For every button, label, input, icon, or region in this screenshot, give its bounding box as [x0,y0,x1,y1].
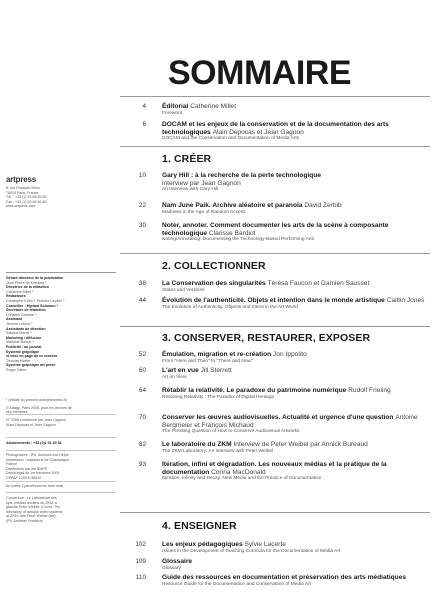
credits-block [6,276,124,372]
entry-subtitle: Noting/Annotating: Documenting the Technology-Based Performing Arts [162,237,315,243]
divider [120,253,430,254]
credit-line: Assistante de direction [6,326,46,331]
notice-block [6,398,124,415]
entry-subtitle: Glossary [162,565,181,571]
credit-line: Christophe Kihm *, Richard Leydier * [6,298,65,303]
notice-line: ses membres [6,410,28,415]
entry-title: Rétablir la relativité. Le paradoxe du patrimoine numérique [162,387,347,394]
printing-line: Distribution par les NMPP [6,466,48,471]
page-number: 93 [138,461,146,468]
credit-line: Marketing / diffusion [6,335,42,340]
page-number: 110 [135,574,146,581]
notice-line: * (initiale du prénom.nom@artpress.fr) [6,398,67,402]
page-number: 102 [135,541,146,548]
credit-line: Jean-Pierre de Kerraoul * [6,280,47,285]
caption-line: (Ph. Andreas Friedrich) [6,518,43,523]
page-number: 52 [138,351,146,358]
address-line: 8, rue François-Villon [6,186,40,190]
divider [120,146,430,147]
printing-line: Photogravure : IPA, Avenues-sur-Helpe [6,453,69,457]
credit-line: Sabrina Merlet * [6,331,32,336]
artpress-logo: artpress [6,175,36,184]
entry-author: Clarisse Bardiot [208,229,256,237]
entry-subtitle: Madness in the Age of Random Access [162,209,246,215]
cover-credit-line: N° 2008 coordonné par Jean Gagnon, [6,418,67,422]
section-heading-enseigner: 4. ENSEIGNER [162,520,237,532]
entry-subtitle: An Interview with Gary Hill [162,187,218,193]
phone-line: Tél. : +33 (1) 53 68 65 65 [6,195,47,200]
entry-title: Éditorial [162,103,189,110]
credit-line: Gérant directeur de la publication [6,276,64,280]
entry-title: Les enjeux pédagogiques [162,541,243,548]
entry-subtitle: Restoring Relativity : The Paradox of Digital Heritage [162,394,275,400]
caption-line: syst. médias anciens du ZKM, à [6,500,57,505]
entry-author: Jon Ippolito [273,351,307,358]
divider [6,437,116,438]
credit-line: Mathilde Baccin * [6,340,34,345]
entry-subtitle: The Evolution of Authenticity. Objects and Intent in the Art World [162,304,298,310]
page-number: 44 [138,297,146,304]
entry-author: Rudolf Frieling [348,387,391,394]
credit-line: Catherine Millet * [6,289,34,294]
credit-line: Assistant [6,317,23,322]
caption-line: laboratory of antique video systems [6,509,63,514]
entry-subtitle: From "Here and Then" to "There and Now" [162,358,253,364]
printing-line: Impression : Imprimerie de Champagne, [6,457,71,462]
printing-line: Dépôt légal du 1er trimestre 2009 [6,471,60,476]
divider [120,512,430,513]
divider [6,272,116,273]
page-number: 82 [138,441,146,448]
credit-line: Christine Delarbe * [6,312,37,317]
divider [6,481,116,482]
section-heading-collectionner: 2. COLLECTIONNER [162,260,266,272]
entry-author: Sylvie Lacerte [244,541,286,548]
entry-title: Le laboratoire du ZKM [162,441,232,448]
credit-line: Directrice de la rédaction [6,285,49,290]
printing-line: CPPAP 1209 K 86610 [6,475,42,480]
page-number: 70 [138,414,146,421]
credit-line: Thomas Kieffer [6,358,31,363]
fax-line: Fax : +33 (1) 53 68 65 85 [6,199,47,204]
entry-title: Guide des ressources en documentation et préservation des arts médiatiques [162,574,407,581]
page-number: 22 [138,202,146,209]
cover-credit-line: Alain Depocas et Jean Gagnon [6,422,56,427]
page-title: SOMMAIRE [168,54,351,92]
address-line: 75015 Paris, France. [6,190,40,195]
website-link[interactable]: www.artpress.com [6,204,36,209]
credit-line: Système graphique [6,349,40,354]
page-number: 64 [138,387,146,394]
entry-title: Conserver les œuvres audiovisuelles. Actualité et urgence d'une question [162,414,394,421]
cover-caption [6,496,124,524]
page-number: 30 [138,222,146,229]
entry-title: Nam June Paik. Archive aléatoire et paranoïa [162,202,303,209]
printing-line: France [6,462,18,467]
entry-author: Térésa Faucon et Damien Sausset [267,280,370,287]
entry-subtitle: DOCAM and the Conservation and Documentation of Media Arts [162,136,300,142]
entry-subtitle: Art on View [162,374,187,380]
page-number: 4 [142,103,146,110]
cover-credit-block [6,418,124,427]
entry-subtitle: The ZKM Laboratory: An interview with Peter Weibel [162,448,274,454]
divider [120,96,430,97]
entry-author: Alain Depocas et Jean Gagnon [212,128,304,136]
entry-author: Catherine Millet [190,103,237,110]
subscription-line: Abonnements : +33 (0)1 61 30 82 [6,441,62,445]
entry-subtitle: Issues in the Development of Teaching Curricula for the Documentation of Media Art [162,548,341,554]
entry-subtitle: The Pressing Question of How to Conserve Audiovisual Artworks [162,429,300,435]
entry-title: La Conservation des singularités [162,280,266,287]
credit-line: Jérôme Lebrun * [6,321,33,326]
entry-title: DOCAM et les enjeux de la conservation et de la documentation des arts technologiques [162,121,389,136]
credit-line: Publicité : au journal [6,344,42,349]
divider [6,450,116,451]
entry-author: Interview de Peter Weibel par Annick Bureaud [233,441,368,448]
notice-line: © Adagp, Paris 2008, pour les œuvres de [6,405,72,410]
page-number: 6 [142,121,146,128]
entry-title: Glossaire [162,558,193,565]
divider [6,492,116,493]
entry-subtitle: Foreword [162,110,183,116]
entry-author: Caitlin Jones [386,297,425,304]
entry-title: Gary Hill : à la recherche de la perte technologique [162,172,322,179]
caption-line: at ZKM, with Peter Weibel (left). [6,514,57,519]
credit-line: Roger Tallon [6,367,27,372]
page-number: 38 [138,280,146,287]
entry-subtitle: Resource Guide for the Documentation and Conservation of Media Art [162,581,312,587]
entry-title: Émulation, migration et re-création [162,351,272,358]
entry-title: Noter, annoter. Comment documenter les arts de la scène à composante technologique [162,222,389,237]
page-number: 10 [138,172,146,179]
entry-author: interview par Jean Gagnon [162,179,241,187]
credit-line: Système graphique art press [6,363,56,368]
entry-title: L'art en vue [162,367,199,374]
section-heading-conserver: 3. CONSERVER, RESTAURER, EXPOSER [162,332,371,344]
caption-line: gauche Peter Weibel. (Cover: The [6,505,61,510]
entry-subtitle: States and Versions [162,287,205,293]
entry-author: Jill Sterrett [200,367,232,374]
credit-line: Rédacteurs [6,294,26,299]
address-block [6,186,124,209]
section-heading-creer: 1. CRÉER [162,153,212,165]
page-number: 60 [138,367,146,374]
caption-line: Couverture : Le Laboratoire des [6,496,57,500]
page-number: 109 [135,558,146,565]
divider [120,326,430,327]
entry-title: Itération, infini et dégradation. Les nouveaux médias et la pratique de la documentation [162,461,387,476]
credit-line: Secrétaire de rédaction [6,308,46,313]
entry-author: David Zerbib [304,202,342,209]
entry-title: Évolution de l'authenticité. Objets et intention dans le monde artistique [162,297,385,304]
credit-line: Conseiller : Myriam Solomon * [6,303,58,308]
printing-block [6,453,124,481]
issue-note: Art press 2 paraît tous les trois mois [6,484,64,488]
entry-author: Antoine Bergmeier et François Michaud [162,414,418,429]
entry-author: Corina MacDonald [211,468,266,476]
entry-subtitle: Iteration, Infinity and Decay. New Media and the Practice of Documentation [162,476,322,482]
credit-line: et mise en page de ce numéro [6,354,58,359]
